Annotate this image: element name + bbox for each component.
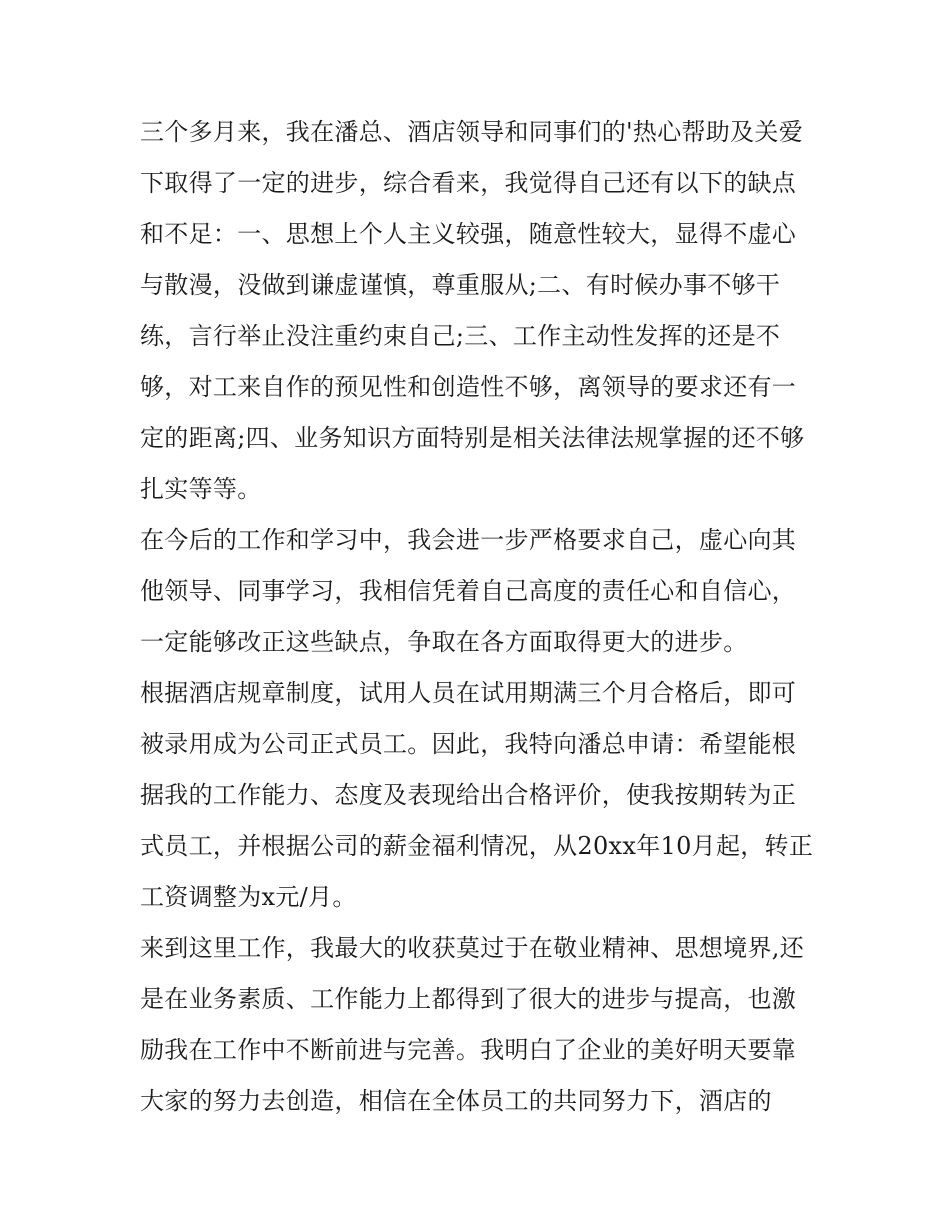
document-body bbox=[140, 107, 820, 1127]
paragraph-improvement-plan: 在今后的工作和学习中，我会进一步严格要求自己，虚心向其他领导、同事学习，我相信凭着自己高度的责任心和自信心，一定能够改正这些缺点，争取在各方面取得更大的进步。 bbox=[140, 526, 797, 656]
paragraph-gains: 来到这里工作，我最大的收获莫过于在敬业精神、思想境界,还是在业务素质、工作能力上都得到了很大的进步与提高，也激励我在工作中不断前进与完善。我明白了企业的美好明天要靠大家的努力去创造，相信在全体员工的共同努力下，酒店的 bbox=[140, 934, 805, 1115]
paragraph-regularization-request: 根据酒店规章制度，试用人员在试用期满三个月合格后，即可被录用成为公司正式员工。因此，我特向潘总申请：希望能根据我的工作能力、态度及表现给出合格评价，使我按期转为正式员工，并根据公司的薪金福利情况，从20xx年10月起，转正工资调整为x元/月。 bbox=[140, 679, 814, 911]
paragraph-self-assessment: 三个多月来，我在潘总、酒店领导和同事们的'热心帮助及关爱下取得了一定的进步，综合看来，我觉得自己还有以下的缺点和不足：一、思想上个人主义较强，随意性较大，显得不虚心与散漫，没做到谦虚谨慎，尊重服从;二、有时候办事不够干练，言行举止没注重约束自己;三、工作主动性发挥的还是不够，对工来自作的预见性和创造性不够，离领导的要求还有一定的距离;四、业务知识方面特别是相关法律法规掌握的还不够扎实等等。 bbox=[140, 118, 805, 503]
